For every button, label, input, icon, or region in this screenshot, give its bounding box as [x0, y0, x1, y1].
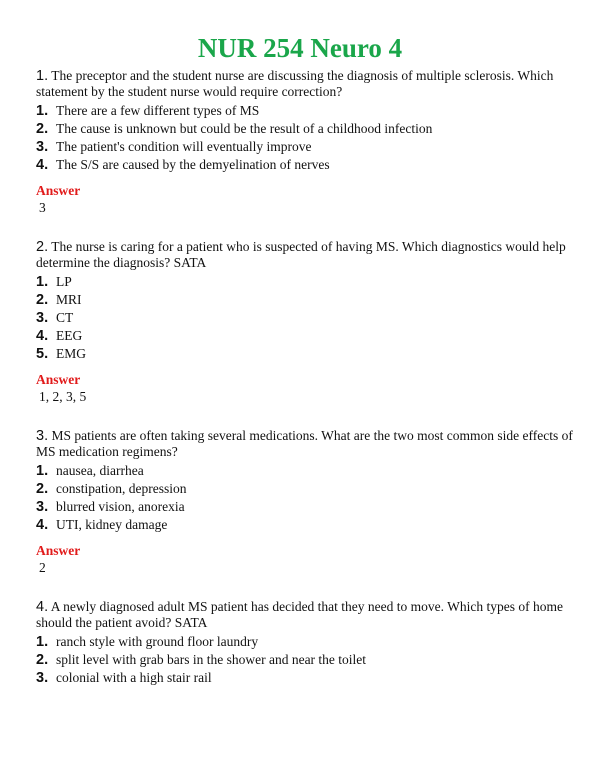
question-stem [36, 68, 576, 100]
option-text: constipation, depression [56, 481, 187, 496]
page-title: NUR 254 Neuro 4 [197, 33, 403, 63]
option-item [36, 327, 576, 345]
option-number: 2. [36, 481, 49, 497]
answer-label: Answer [36, 543, 81, 558]
option-text: ranch style with ground floor laundry [56, 634, 259, 649]
question-4 [36, 599, 576, 687]
option-item [36, 480, 576, 498]
option-item [36, 633, 576, 651]
option-text: EEG [56, 328, 83, 343]
option-item [36, 120, 576, 138]
option-number: 5. [36, 346, 49, 362]
option-number: 1. [36, 274, 49, 290]
option-item [36, 498, 576, 516]
option-text: blurred vision, anorexia [56, 499, 185, 514]
question-text: A newly diagnosed adult MS patient has decided that they need to move. Which types of home should the patient avoid? SATA [36, 599, 563, 630]
option-item [36, 669, 576, 687]
option-item [36, 345, 576, 363]
option-number: 4. [36, 157, 49, 173]
option-number: 2. [36, 292, 49, 308]
option-text: nausea, diarrhea [56, 463, 144, 478]
question-stem [36, 239, 576, 271]
answer-value: 2 [39, 560, 46, 575]
answer-value: 3 [39, 200, 46, 215]
option-text: split level with grab bars in the shower and near the toilet [56, 652, 367, 667]
option-item [36, 273, 576, 291]
option-item [36, 516, 576, 534]
question-number: 1. [36, 68, 49, 84]
option-text: CT [56, 310, 74, 325]
option-text: UTI, kidney damage [56, 517, 168, 532]
option-number: 1. [36, 103, 49, 119]
option-item [36, 462, 576, 480]
answer-label: Answer [36, 372, 81, 387]
option-text: The S/S are caused by the demyelination of nerves [56, 157, 330, 172]
question-number: 3. [36, 428, 49, 444]
option-text: EMG [56, 346, 86, 361]
option-item [36, 138, 576, 156]
option-number: 4. [36, 517, 49, 533]
option-item [36, 291, 576, 309]
option-number: 2. [36, 121, 49, 137]
question-2 [36, 239, 576, 363]
option-text: MRI [56, 292, 82, 307]
question-1 [36, 68, 576, 174]
option-item [36, 102, 576, 120]
option-number: 3. [36, 139, 49, 155]
question-text: The preceptor and the student nurse are discussing the diagnosis of multiple sclerosis. Which statement by the student nurse would require correction? [36, 68, 554, 99]
question-3 [36, 428, 576, 534]
answer-value: 1, 2, 3, 5 [39, 389, 87, 404]
option-number: 1. [36, 634, 49, 650]
option-number: 4. [36, 328, 49, 344]
question-text: MS patients are often taking several medications. What are the two most common side effects of MS medication regimens? [36, 428, 573, 459]
option-number: 3. [36, 310, 49, 326]
question-stem [36, 599, 576, 631]
answer-label: Answer [36, 183, 81, 198]
option-text: colonial with a high stair rail [56, 670, 212, 685]
option-number: 1. [36, 463, 49, 479]
option-text: The patient's condition will eventually improve [56, 139, 312, 154]
question-number: 2. [36, 239, 49, 255]
option-number: 3. [36, 499, 49, 515]
question-stem [36, 428, 576, 460]
option-text: There are a few different types of MS [56, 103, 260, 118]
question-number: 4. [36, 599, 49, 615]
option-item [36, 651, 576, 669]
option-number: 2. [36, 652, 49, 668]
option-text: LP [56, 274, 72, 289]
question-text: The nurse is caring for a patient who is suspected of having MS. Which diagnostics would help determine the diagnosis? SATA [36, 239, 566, 270]
option-item [36, 156, 576, 174]
option-item [36, 309, 576, 327]
option-number: 3. [36, 670, 49, 686]
option-text: The cause is unknown but could be the result of a childhood infection [56, 121, 433, 136]
